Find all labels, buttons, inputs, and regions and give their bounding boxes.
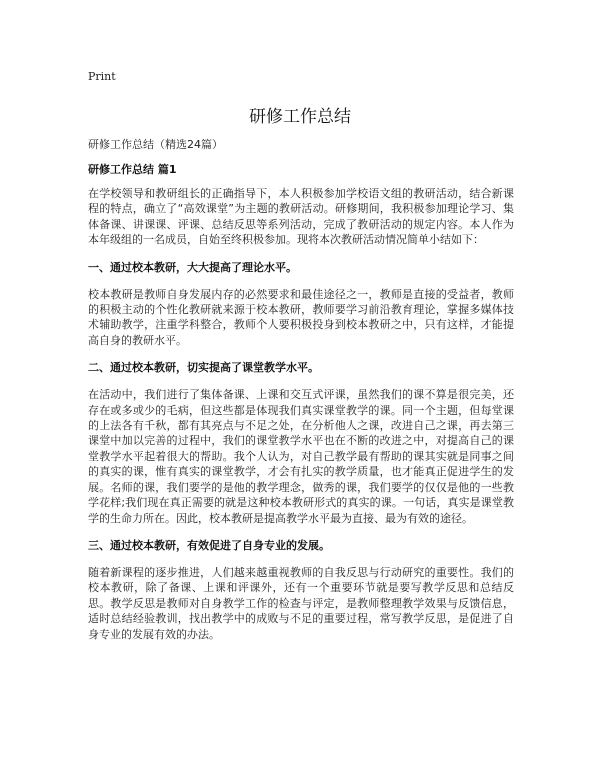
point-heading-2: 二、通过校本教研，切实提高了课堂教学水平。 [88,361,319,375]
point-paragraph-3: 随着新课程的逐步推进，人们越来越重视教师的自我反思与行动研究的重要性。我们的校本教研，除了备课、上课和评课外，还有一个重要环节就是要写教学反思和总结反思。教学反思是教师对自身教学工作的检查与评定，是教师整理教学效果与反馈信息，适时总结经验教训，找出教学中的成败与不足的重要过程，常写教学反思，是促进了自身专业的发展有效的办法。 [88,565,514,641]
document-subtitle: 研修工作总结（精选24篇） [88,138,223,151]
article-body [88,162,514,654]
point-paragraph-1: 校本教研是教师自身发展内存的必然要求和最佳途径之一，教师是直接的受益者，教师的积极主动的个性化教研就来源于校本教研，教师要学习前沿教育理论，掌握多媒体技术辅助教学，注重学科整合，教师个人要积极投身到校本教研之中，只有这样，才能提高自身的教研水平。 [88,287,514,347]
intro-paragraph: 在学校领导和教研组长的正确指导下，本人积极参加学校语文组的教研活动，结合新课程的特点，确立了“高效课堂”为主题的教研活动。研修期间，我积极参加理论学习、集体备课、讲课课、评课、总结反思等系列活动，完成了教研活动的规定内容。本人作为本年级组的一名成员，自始至终积极参加。现将本次教研活动情况简单小结如下： [88,187,514,247]
point-heading-1: 一、通过校本教研，大大提高了理论水平。 [88,260,297,274]
document-title: 研修工作总结 [249,107,351,127]
point-heading-3: 三、通过校本教研，有效促进了自身专业的发展。 [88,538,330,552]
print-link[interactable]: Print [88,70,116,83]
section-title: 研修工作总结 篇1 [88,163,177,176]
point-paragraph-2: 在活动中，我们进行了集体备课、上课和交互式评课，虽然我们的课不算是很完美，还存在或多或少的毛病，但这些都是体现我们真实课堂教学的课。同一个主题，但每堂课的上法各有千秋，都有其亮点与不足之处，在分析他人之课，改进自己之课，再去第三课堂中加以完善的过程中，我们的课堂教学水平也在不断的改进之中，对提高自己的课堂教学水平起着很大的帮助。我个人认为，对自己教学最有帮助的课其实就是同事之间的真实的课，惟有真实的课堂教学，才会有扎实的教学质量，也才能真正促进学生的发展。名师的课，我们要学的是他的教学理念，做秀的课，我们要学的仅仅是他的一些教学花样;我们现在真正需要的就是这种校本教研形式的真实的课。一句话，真实是课堂教学的生命力所在。因此，校本教研是提高教学水平最为直接、最为有效的途径。 [88,388,515,525]
